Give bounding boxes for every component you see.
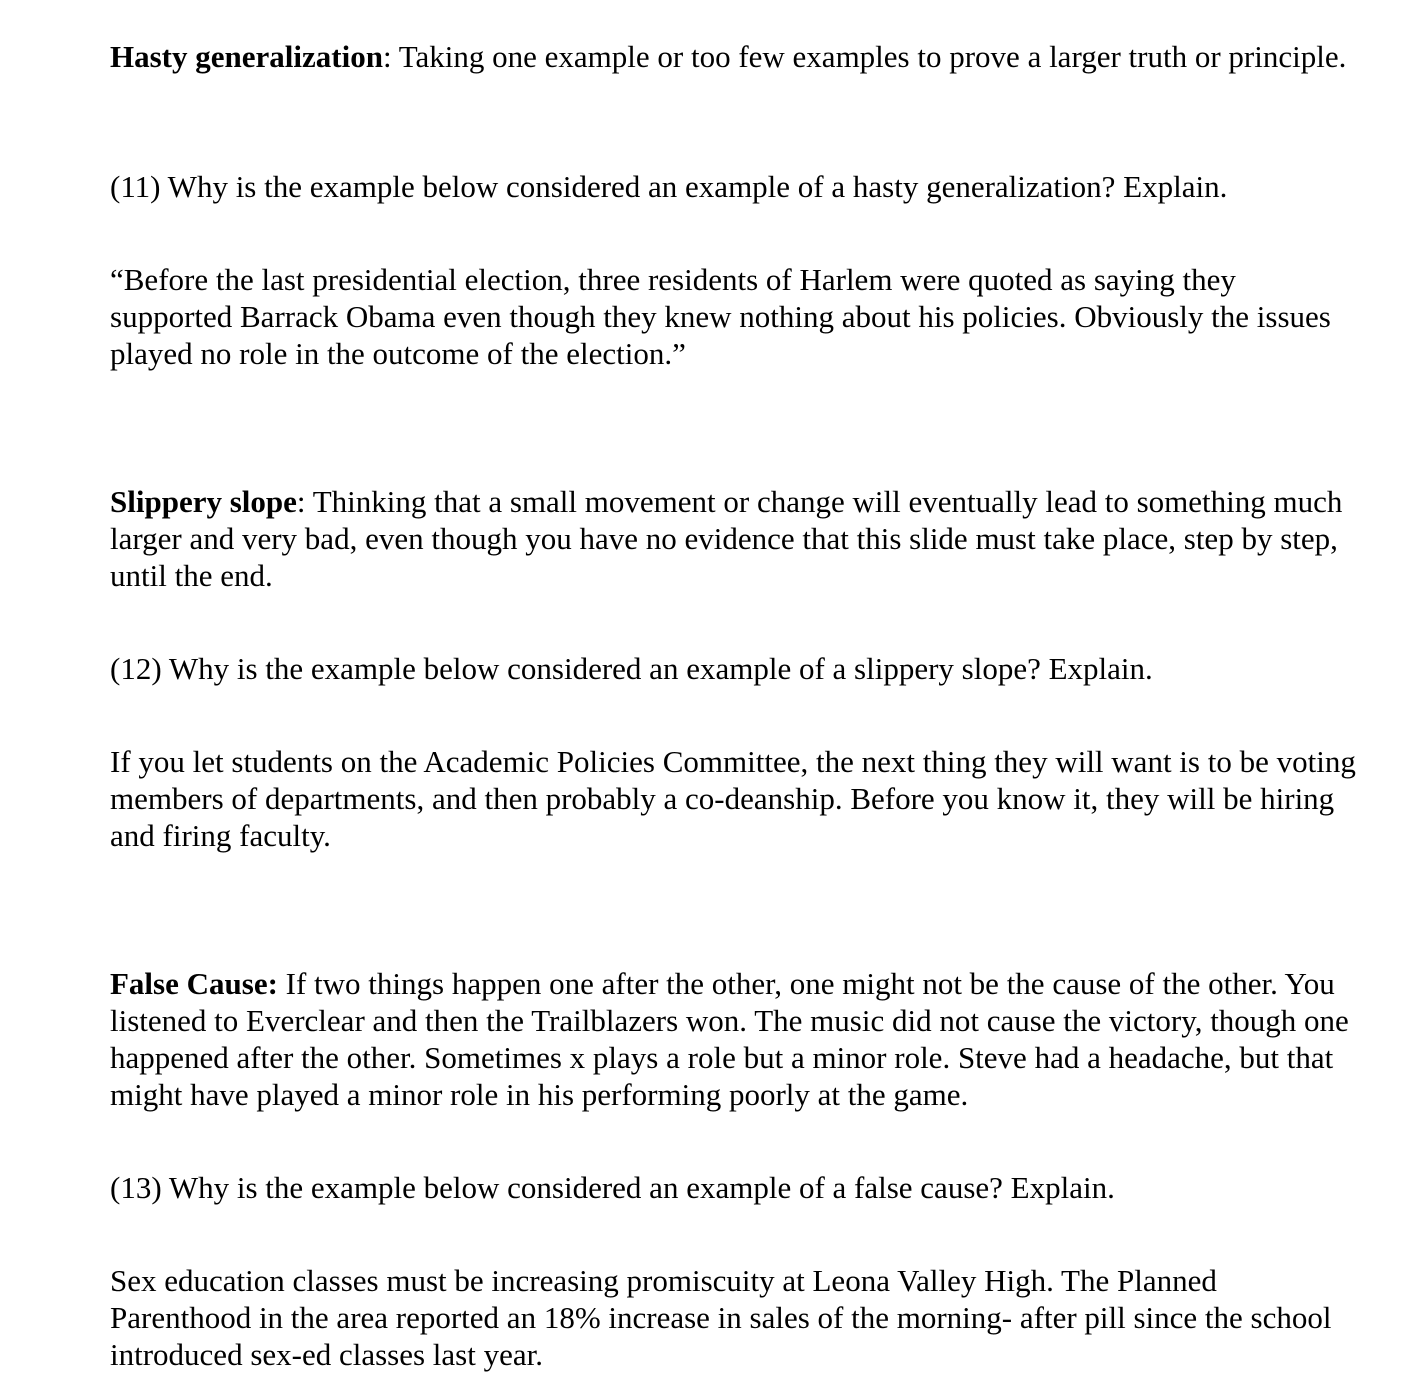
term-false-cause: False Cause: [110, 966, 278, 1001]
example-false-cause: Sex education classes must be increasing promiscuity at Leona Valley High. The Planned Parenthood in the area reported an 18% increase in sales of the morning- after pill since the school introduced sex-ed classes last year. [110, 1263, 1332, 1372]
example-hasty-generalization: “Before the last presidential election, three residents of Harlem were quoted as saying they supported Barrack Obama even though they knew nothing about his policies. Obviously the issues played no role in the outcome of the election.” [110, 262, 1331, 371]
definition-text-hasty-generalization: : Taking one example or too few examples to prove a larger truth or principle. [382, 39, 1347, 74]
definition-text-slippery-slope: : Thinking that a small movement or change will eventually lead to something much larger and very bad, even though you have no evidence that this slide must take place, step by step, until the end. [110, 484, 1343, 593]
definition-hasty-generalization [110, 38, 1360, 75]
question-13: (13) Why is the example below considered an example of a false cause? Explain. [110, 1170, 1115, 1205]
definition-text-false-cause: If two things happen one after the other, one might not be the cause of the other. You listened to Everclear and then the Trailblazers won. The music did not cause the victory, though one happened after the other. Sometimes x plays a role but a minor role. Steve had a headache, but that might have played a minor role in his performing poorly at the game. [110, 966, 1349, 1112]
question-12: (12) Why is the example below considered an example of a slippery slope? Explain. [110, 651, 1153, 686]
definition-false-cause [110, 965, 1360, 1113]
term-slippery-slope: Slippery slope [110, 484, 297, 519]
example-slippery-slope: If you let students on the Academic Policies Committee, the next thing they will want is to be voting members of departments, and then probably a co-deanship. Before you know it, they will be hiring and firing faculty. [110, 744, 1356, 853]
definition-slippery-slope [110, 483, 1360, 594]
question-11: (11) Why is the example below considered an example of a hasty generalization? Explain. [110, 169, 1228, 204]
term-hasty-generalization: Hasty generalization [110, 39, 383, 74]
